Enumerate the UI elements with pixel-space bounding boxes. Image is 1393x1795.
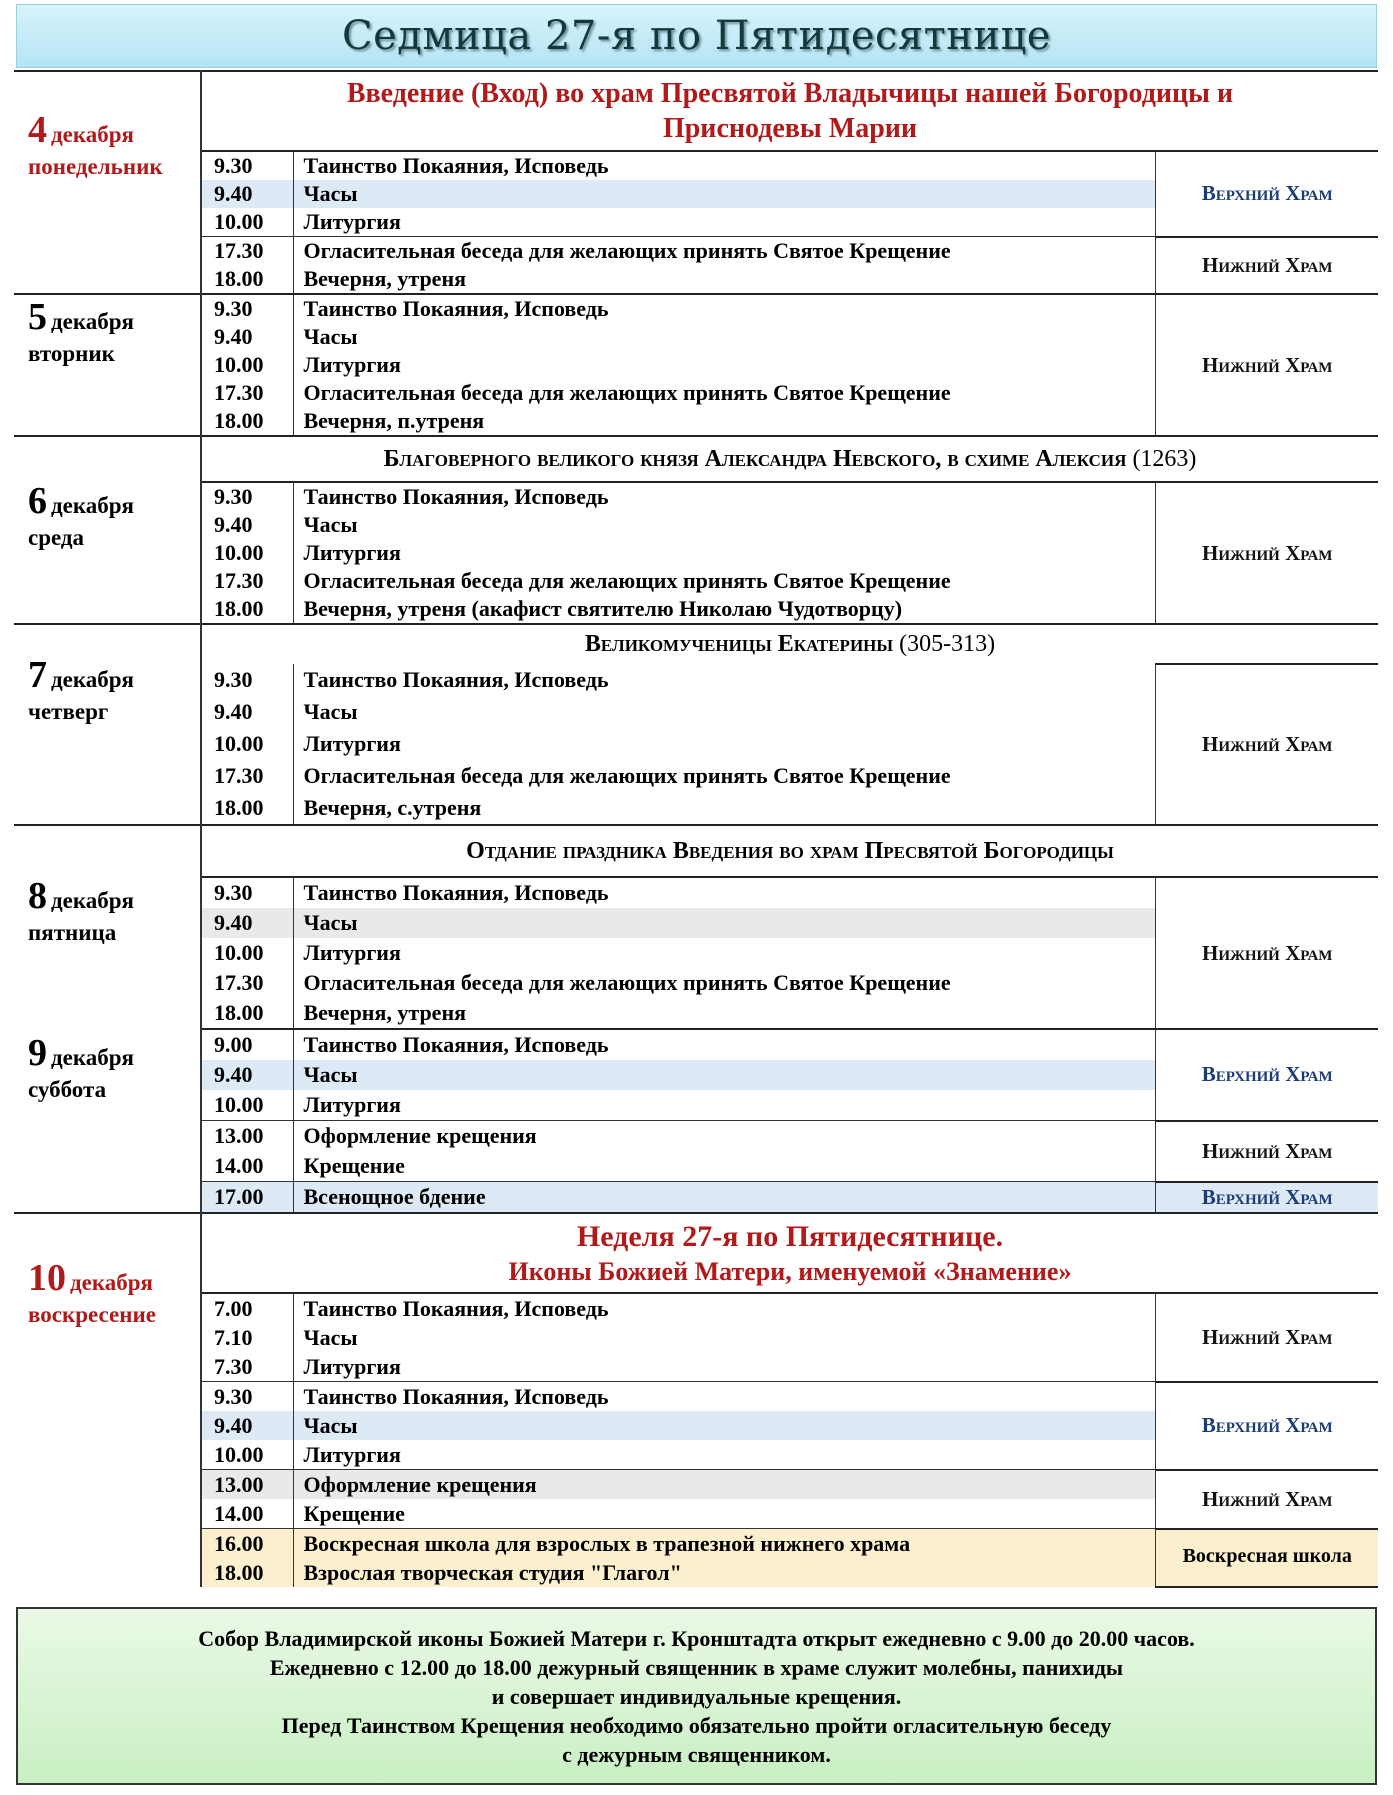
service-name: Оформление крещения	[293, 1470, 1156, 1500]
day-month: декабря	[51, 1045, 134, 1071]
service-name: Крещение	[293, 1499, 1156, 1529]
service-name: Таинство Покаяния, Исповедь	[293, 294, 1156, 323]
service-name: Часы	[293, 1411, 1156, 1440]
service-name: Таинство Покаяния, Исповедь	[293, 1382, 1156, 1412]
feast-title	[201, 1213, 1378, 1293]
service-name: Огласительная беседа для желающих принять Святое Крещение	[293, 379, 1156, 407]
feast-row	[14, 71, 1378, 151]
service-time: 9.30	[201, 877, 293, 908]
weekday: понедельник	[28, 153, 163, 179]
service-row	[14, 1470, 1378, 1500]
service-row	[14, 1182, 1378, 1214]
service-name: Таинство Покаяния, Исповедь	[293, 877, 1156, 908]
service-name: Литургия	[293, 1440, 1156, 1470]
service-name: Таинство Покаяния, Исповедь	[293, 664, 1156, 696]
service-time: 16.00	[201, 1529, 293, 1559]
service-time: 9.40	[201, 1060, 293, 1090]
venue-label: Верхний Храм	[1156, 151, 1378, 237]
service-time: 17.00	[201, 1182, 293, 1214]
service-name: Крещение	[293, 1151, 1156, 1182]
service-row	[14, 1293, 1378, 1323]
service-time: 7.00	[201, 1293, 293, 1323]
service-row	[14, 1529, 1378, 1559]
service-name: Таинство Покаяния, Исповедь	[293, 1029, 1156, 1060]
service-name: Литургия	[293, 208, 1156, 237]
service-time: 17.30	[201, 567, 293, 595]
footer-line: и совершает индивидуальные крещения.	[491, 1683, 902, 1709]
service-name: Вечерня, утреня	[293, 998, 1156, 1029]
service-row	[14, 482, 1378, 511]
feast-text: Великомученицы Екатерины	[584, 631, 894, 657]
weekday: суббота	[28, 1076, 107, 1102]
day-number: 8	[28, 875, 47, 917]
feast-line-1: Введение (Вход) во храм Пресвятой Владычицы нашей Богородицы и	[346, 78, 1234, 109]
page-title: Седмица 27-я по Пятидесятнице	[342, 13, 1051, 59]
service-time: 9.40	[201, 180, 293, 208]
service-time: 10.00	[201, 728, 293, 760]
service-time: 14.00	[201, 1151, 293, 1182]
day-month: декабря	[70, 1270, 153, 1295]
feast-line-1: Неделя 27-я по Пятидесятнице.	[576, 1220, 1004, 1253]
schedule-table	[14, 70, 1378, 1588]
feast-text: Отдание праздника Введения во храм Пресвятой Богородицы	[466, 838, 1114, 864]
day-month: декабря	[51, 309, 134, 334]
feast-title	[201, 825, 1378, 877]
day-month: декабря	[51, 122, 134, 147]
service-time: 9.40	[201, 511, 293, 539]
service-time: 18.00	[201, 265, 293, 294]
service-name: Огласительная беседа для желающих принять Святое Крещение	[293, 760, 1156, 792]
service-name: Вечерня, утреня	[293, 265, 1156, 294]
service-name: Воскресная школа для взрослых в трапезной нижнего храма	[293, 1529, 1156, 1559]
weekday: вторник	[28, 340, 115, 366]
service-time: 9.30	[201, 664, 293, 696]
footer-line: с дежурным священником.	[562, 1741, 831, 1767]
service-time: 9.40	[201, 1411, 293, 1440]
footer-line: Ежедневно с 12.00 до 18.00 дежурный священник в храме служит молебны, панихиды	[269, 1654, 1124, 1680]
service-time: 17.30	[201, 760, 293, 792]
day-number: 6	[28, 480, 47, 522]
weekday: среда	[28, 524, 85, 550]
service-time: 7.30	[201, 1352, 293, 1382]
service-name: Оформление крещения	[293, 1121, 1156, 1152]
day-month: декабря	[51, 493, 134, 518]
day-number: 5	[28, 296, 47, 338]
service-time: 9.30	[201, 1382, 293, 1412]
feast-line-2: Иконы Божией Матери, именуемой «Знамение»	[508, 1256, 1072, 1286]
service-row	[14, 237, 1378, 266]
service-name: Огласительная беседа для желающих принять Святое Крещение	[293, 968, 1156, 998]
footer-line: Перед Таинством Крещения необходимо обязательно пройти огласительную беседу	[281, 1712, 1112, 1738]
venue-label: Воскресная школа	[1156, 1529, 1378, 1588]
date-cell	[14, 624, 201, 825]
feast-line-2: Приснодевы Марии	[662, 113, 918, 144]
date-cell	[14, 71, 201, 294]
service-name: Часы	[293, 1323, 1156, 1352]
feast-row	[14, 825, 1378, 877]
venue-label: Нижний Храм	[1156, 1293, 1378, 1382]
date-cell	[14, 294, 201, 436]
feast-row	[14, 1213, 1378, 1293]
service-name: Часы	[293, 1060, 1156, 1090]
service-time: 10.00	[201, 938, 293, 968]
service-name: Часы	[293, 908, 1156, 938]
service-name: Часы	[293, 180, 1156, 208]
service-time: 18.00	[201, 1558, 293, 1587]
service-time: 14.00	[201, 1499, 293, 1529]
service-time: 18.00	[201, 998, 293, 1029]
day-number: 4	[28, 109, 47, 151]
service-row	[14, 151, 1378, 180]
service-time: 10.00	[201, 1090, 293, 1121]
service-time: 9.30	[201, 294, 293, 323]
service-name: Взрослая творческая студия "Глагол"	[293, 1558, 1156, 1587]
service-time: 9.40	[201, 323, 293, 351]
service-time: 10.00	[201, 539, 293, 567]
feast-year: (1263)	[1132, 446, 1197, 472]
venue-label: Верхний Храм	[1156, 1182, 1378, 1214]
service-time: 10.00	[201, 1440, 293, 1470]
service-name: Часы	[293, 323, 1156, 351]
feast-text: Благоверного великого князя Александра Невского, в схиме Алексия	[383, 446, 1127, 472]
day-number: 7	[28, 654, 47, 696]
venue-label: Нижний Храм	[1156, 877, 1378, 1029]
service-time: 10.00	[201, 351, 293, 379]
day-month: декабря	[51, 888, 134, 913]
feast-title	[201, 71, 1378, 151]
service-time: 9.30	[201, 151, 293, 180]
service-time: 9.40	[201, 908, 293, 938]
service-row	[14, 877, 1378, 908]
service-name: Всенощное бдение	[293, 1182, 1156, 1214]
service-name: Огласительная беседа для желающих принять Святое Крещение	[293, 237, 1156, 266]
weekday: четверг	[28, 698, 109, 724]
service-row	[14, 294, 1378, 323]
venue-label: Верхний Храм	[1156, 1382, 1378, 1470]
venue-label: Нижний Храм	[1156, 482, 1378, 624]
service-time: 7.10	[201, 1323, 293, 1352]
day-number: 10	[28, 1257, 66, 1299]
day-number: 9	[28, 1032, 47, 1075]
service-name: Литургия	[293, 351, 1156, 379]
service-time: 17.30	[201, 379, 293, 407]
service-name: Вечерня, утреня (акафист святителю Николаю Чудотворцу)	[293, 595, 1156, 624]
service-time: 18.00	[201, 407, 293, 436]
day-month: декабря	[51, 667, 134, 692]
weekday: воскресение	[28, 1301, 156, 1327]
service-time: 9.30	[201, 482, 293, 511]
weekday: пятница	[28, 919, 117, 945]
service-name: Часы	[293, 696, 1156, 728]
service-time: 13.00	[201, 1121, 293, 1152]
feast-title	[201, 436, 1378, 482]
service-name: Литургия	[293, 1352, 1156, 1382]
service-time: 17.30	[201, 968, 293, 998]
service-name: Литургия	[293, 1090, 1156, 1121]
service-name: Вечерня, с.утреня	[293, 792, 1156, 825]
service-row	[14, 664, 1378, 696]
service-time: 13.00	[201, 1470, 293, 1500]
venue-label: Нижний Храм	[1156, 294, 1378, 436]
service-name: Вечерня, п.утреня	[293, 407, 1156, 436]
service-time: 18.00	[201, 595, 293, 624]
service-name: Литургия	[293, 938, 1156, 968]
feast-row	[14, 436, 1378, 482]
venue-label: Нижний Храм	[1156, 664, 1378, 825]
venue-label: Верхний Храм	[1156, 1029, 1378, 1121]
service-name: Часы	[293, 511, 1156, 539]
service-time: 9.00	[201, 1029, 293, 1060]
feast-title	[201, 624, 1378, 664]
date-cell	[14, 436, 201, 624]
service-name: Огласительная беседа для желающих принять Святое Крещение	[293, 567, 1156, 595]
service-name: Таинство Покаяния, Исповедь	[293, 1293, 1156, 1323]
date-cell	[14, 1213, 201, 1587]
service-time: 9.40	[201, 696, 293, 728]
service-name: Таинство Покаяния, Исповедь	[293, 151, 1156, 180]
service-time: 17.30	[201, 237, 293, 266]
service-row	[14, 1029, 1378, 1060]
venue-label: Нижний Храм	[1156, 1121, 1378, 1182]
service-time: 18.00	[201, 792, 293, 825]
date-cell	[14, 825, 201, 1213]
page-title-banner	[16, 4, 1377, 68]
service-row	[14, 1121, 1378, 1152]
footer-line: Собор Владимирской иконы Божией Матери г. Кронштадта открыт ежедневно с 9.00 до 20.00 часов.	[198, 1625, 1195, 1651]
service-name: Литургия	[293, 728, 1156, 760]
venue-label: Нижний Храм	[1156, 1470, 1378, 1529]
service-row	[14, 1382, 1378, 1412]
feast-row	[14, 624, 1378, 664]
feast-year: (305-313)	[899, 631, 996, 657]
service-time: 10.00	[201, 208, 293, 237]
service-name: Литургия	[293, 539, 1156, 567]
service-name: Таинство Покаяния, Исповедь	[293, 482, 1156, 511]
footer-notice	[16, 1607, 1377, 1785]
venue-label: Нижний Храм	[1156, 237, 1378, 295]
